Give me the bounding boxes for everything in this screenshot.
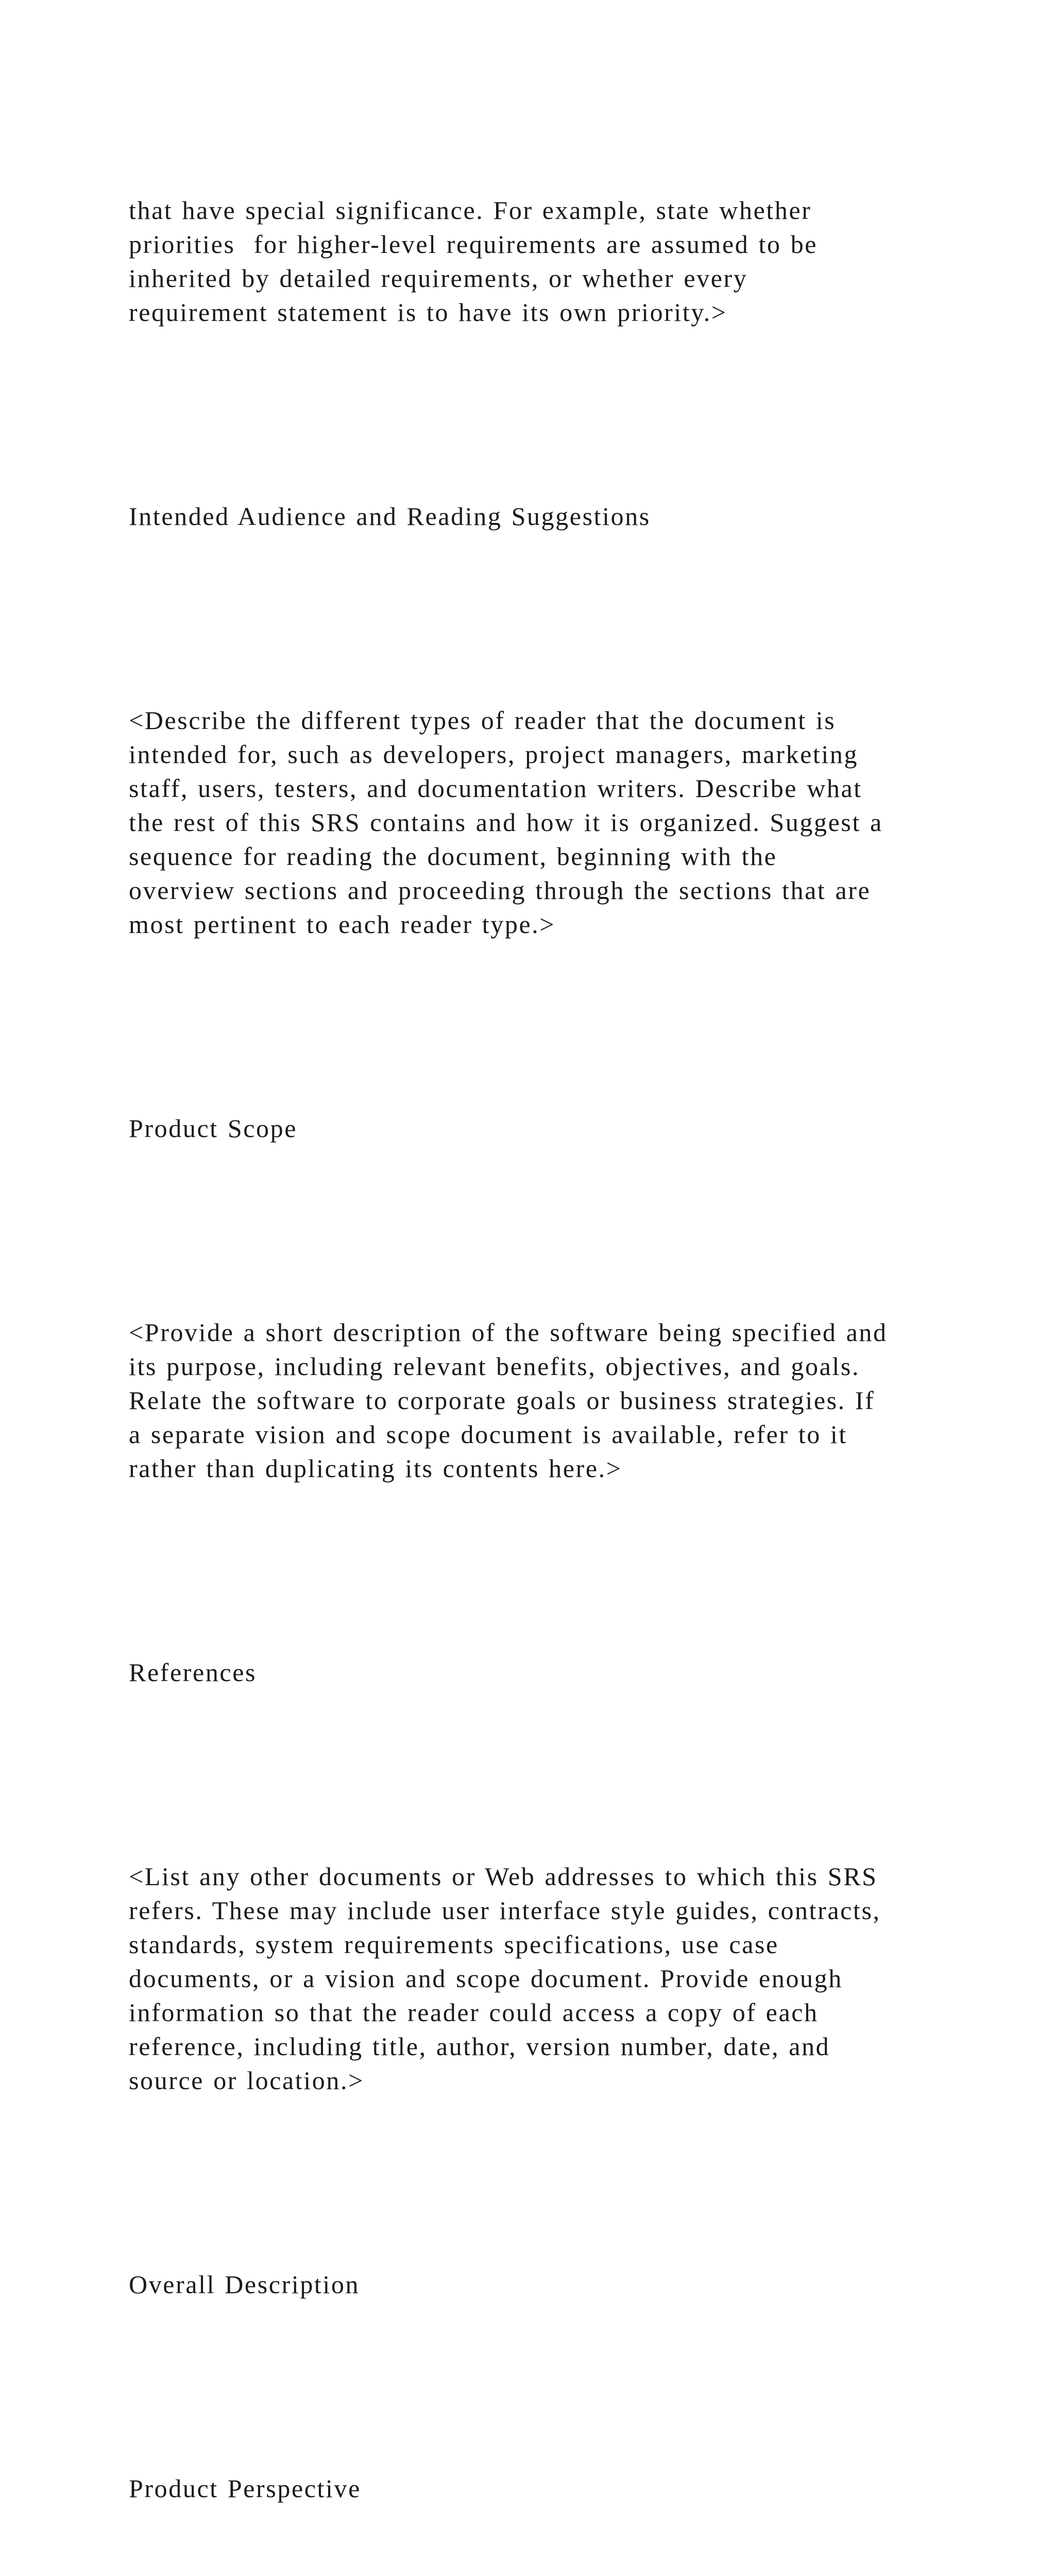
section-heading-product-perspective: [129, 2403, 974, 2573]
paragraph-priority-conventions: [129, 125, 974, 397]
paragraph-product-scope: [129, 1247, 974, 1553]
text-line: its purpose, including relevant benefits, objectives, and goals.: [129, 1352, 860, 1381]
section-heading-references: [129, 1587, 974, 1757]
paragraph-intended-audience: [129, 635, 974, 1009]
text-line: rather than duplicating its contents here.>: [129, 1454, 622, 1483]
text-line: standards, system requirements specifications, use case: [129, 1930, 779, 1959]
document-body: [129, 125, 974, 2576]
text-line: <Describe the different types of reader that the document is: [129, 706, 836, 735]
text-line: documents, or a vision and scope document. Provide enough: [129, 1964, 843, 1993]
text-line: <List any other documents or Web addresses to which this SRS: [129, 1862, 878, 1891]
heading-text: Product Perspective: [129, 2474, 361, 2503]
text-line: a separate vision and scope document is available, refer to it: [129, 1420, 847, 1449]
text-line: the rest of this SRS contains and how it is organized. Suggest a: [129, 808, 883, 837]
text-line: source or location.>: [129, 2066, 364, 2095]
text-line: requirement statement is to have its own priority.>: [129, 298, 727, 327]
text-line: that have special significance. For example, state whether: [129, 196, 812, 225]
heading-text: Overall Description: [129, 2270, 360, 2299]
heading-text: References: [129, 1658, 257, 1687]
heading-text: Product Scope: [129, 1114, 298, 1143]
section-heading-overall-description: [129, 2199, 974, 2369]
text-line: information so that the reader could access a copy of each: [129, 1998, 819, 2027]
text-line: sequence for reading the document, beginning with the: [129, 842, 777, 871]
section-heading-product-scope: [129, 1043, 974, 1213]
text-line: inherited by detailed requirements, or whether every: [129, 264, 748, 293]
text-line: priorities for higher-level requirements are assumed to be: [129, 230, 818, 259]
text-line: Relate the software to corporate goals or business strategies. If: [129, 1386, 875, 1415]
text-line: staff, users, testers, and documentation writers. Describe what: [129, 774, 862, 803]
text-line: intended for, such as developers, project managers, marketing: [129, 740, 859, 769]
text-line: <Provide a short description of the software being specified and: [129, 1318, 888, 1347]
section-heading-intended-audience: [129, 431, 974, 601]
text-line: overview sections and proceeding through the sections that are: [129, 876, 871, 905]
paragraph-references: [129, 1791, 974, 2165]
text-line: most pertinent to each reader type.>: [129, 910, 556, 939]
heading-text: Intended Audience and Reading Suggestions: [129, 502, 651, 531]
text-line: reference, including title, author, version number, date, and: [129, 2032, 830, 2061]
text-line: refers. These may include user interface style guides, contracts,: [129, 1896, 881, 1925]
